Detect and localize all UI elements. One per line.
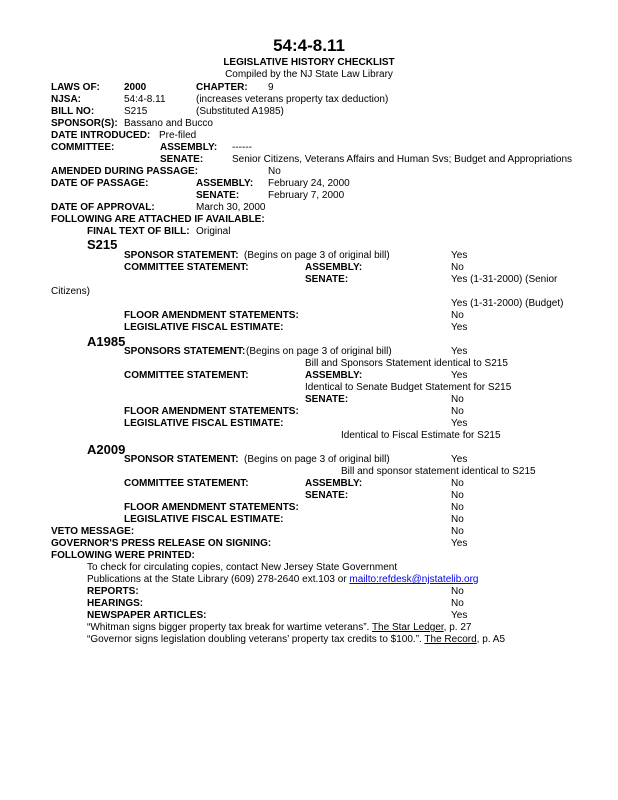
date-introduced-value: Pre-filed [159, 130, 197, 141]
a1985-sponsor-subnote: Bill and Sponsors Statement identical to S215 [305, 358, 508, 369]
committee-senate-value: Senior Citizens, Veterans Affairs and Human Svs; Budget and Appropriations [232, 154, 573, 165]
a1985-assembly-subnote: Identical to Senate Budget Statement for S215 [305, 382, 512, 393]
laws-of-label: LAWS OF: [51, 82, 100, 93]
veto-value: No [451, 526, 464, 537]
a2009-senate-value: No [451, 490, 464, 501]
article-2-source: The Record [424, 634, 477, 645]
s215-fiscal-value: Yes [451, 322, 468, 333]
chapter-value: 9 [268, 82, 274, 93]
njsa-description: (increases veterans property tax deduction) [196, 94, 389, 105]
s215-sponsor-note: (Begins on page 3 of original bill) [244, 250, 390, 261]
email-link[interactable]: mailto:refdesk@njstatelib.org [349, 574, 479, 585]
reports-label: REPORTS: [87, 586, 139, 597]
amended-label: AMENDED DURING PASSAGE: [51, 166, 199, 177]
reports-value: No [451, 586, 464, 597]
article-2-title: “Governor signs legislation doubling veterans’ property tax credits to $100.”. [87, 634, 422, 645]
article-1-title: “Whitman signs bigger property tax break for wartime veterans”. [87, 622, 370, 633]
a2009-assembly-label: ASSEMBLY: [305, 478, 363, 489]
article-2 [87, 634, 505, 646]
a2009-floor-label: FLOOR AMENDMENT STATEMENTS: [124, 502, 299, 513]
amended-value: No [268, 166, 281, 177]
s215-fiscal-label: LEGISLATIVE FISCAL ESTIMATE: [124, 322, 284, 333]
a1985-committee-label: COMMITTEE STATEMENT: [124, 370, 249, 381]
final-text-label: FINAL TEXT OF BILL: [87, 226, 190, 237]
check-copies-text: Publications at the State Library (609) 278-2640 ext.103 or [87, 574, 347, 585]
sponsors-value: Bassano and Bucco [124, 118, 213, 129]
s215-senate-value: Yes (1-31-2000) (Senior [451, 274, 558, 285]
s215-assembly-label: ASSEMBLY: [305, 262, 363, 273]
check-copies-line-2 [87, 574, 479, 586]
following-printed-heading: FOLLOWING WERE PRINTED: [51, 550, 195, 561]
check-copies-line-1: To check for circulating copies, contact New Jersey State Government [87, 562, 398, 573]
njsa-value: 54:4-8.11 [124, 94, 166, 105]
a2009-senate-label: SENATE: [305, 490, 349, 501]
s215-sponsor-label: SPONSOR STATEMENT: [124, 250, 239, 261]
section-heading-a2009: A2009 [87, 442, 126, 457]
a2009-sponsor-note: (Begins on page 3 of original bill) [244, 454, 390, 465]
committee-senate-label: SENATE: [160, 154, 204, 165]
compiled-by: Compiled by the NJ State Law Library [225, 69, 393, 80]
a1985-fiscal-value: Yes [451, 418, 468, 429]
page-title: 54:4-8.11 [273, 36, 345, 55]
bill-no-value: S215 [124, 106, 148, 117]
date-approval-value: March 30, 2000 [196, 202, 266, 213]
passage-assembly-value: February 24, 2000 [268, 178, 350, 189]
date-introduced-label: DATE INTRODUCED: [51, 130, 151, 141]
a2009-assembly-value: No [451, 478, 464, 489]
a1985-senate-value: No [451, 394, 464, 405]
a1985-senate-label: SENATE: [305, 394, 349, 405]
a1985-assembly-label: ASSEMBLY: [305, 370, 363, 381]
date-approval-label: DATE OF APPROVAL: [51, 202, 155, 213]
a2009-fiscal-label: LEGISLATIVE FISCAL ESTIMATE: [124, 514, 284, 525]
a2009-sponsor-subnote: Bill and sponsor statement identical to S215 [341, 466, 536, 477]
final-text-value: Original [196, 226, 231, 237]
committee-assembly-label: ASSEMBLY: [160, 142, 218, 153]
a2009-fiscal-value: No [451, 514, 464, 525]
a1985-fiscal-label: LEGISLATIVE FISCAL ESTIMATE: [124, 418, 284, 429]
laws-of-value: 2000 [124, 82, 147, 93]
committee-label: COMMITTEE: [51, 142, 115, 153]
s215-senate-label: SENATE: [305, 274, 349, 285]
a1985-fiscal-subnote: Identical to Fiscal Estimate for S215 [341, 430, 501, 441]
s215-sponsor-value: Yes [451, 250, 468, 261]
njsa-label: NJSA: [51, 94, 82, 105]
bill-no-description: (Substituted A1985) [196, 106, 284, 117]
s215-floor-label: FLOOR AMENDMENT STATEMENTS: [124, 310, 299, 321]
veto-label: VETO MESSAGE: [51, 526, 135, 537]
a2009-sponsor-value: Yes [451, 454, 468, 465]
passage-senate-value: February 7, 2000 [268, 190, 345, 201]
sponsors-label: SPONSOR(S): [51, 118, 118, 129]
a1985-floor-value: No [451, 406, 464, 417]
section-heading-a1985: A1985 [87, 334, 126, 349]
article-1 [87, 622, 471, 634]
a2009-floor-value: No [451, 502, 464, 513]
chapter-label: CHAPTER: [196, 82, 248, 93]
s215-assembly-value: No [451, 262, 464, 273]
article-2-page: , p. A5 [476, 634, 506, 645]
page-subtitle: LEGISLATIVE HISTORY CHECKLIST [223, 57, 395, 68]
a2009-sponsor-label: SPONSOR STATEMENT: [124, 454, 239, 465]
a1985-sponsor-note: (Begins on page 3 of original bill) [246, 346, 392, 357]
article-1-source: The Star Ledger [371, 622, 444, 633]
committee-assembly-value: ------ [232, 142, 252, 153]
bill-no-label: BILL NO: [51, 106, 95, 117]
press-release-value: Yes [451, 538, 468, 549]
date-passage-label: DATE OF PASSAGE: [51, 178, 149, 189]
s215-senate-value-2: Yes (1-31-2000) (Budget) [451, 298, 564, 309]
a1985-assembly-value: Yes [451, 370, 468, 381]
newspaper-label: NEWSPAPER ARTICLES: [87, 610, 207, 621]
hearings-label: HEARINGS: [87, 598, 144, 609]
s215-senate-value-continued: Citizens) [51, 286, 90, 297]
press-release-label: GOVERNOR'S PRESS RELEASE ON SIGNING: [51, 538, 272, 549]
passage-assembly-label: ASSEMBLY: [196, 178, 254, 189]
s215-floor-value: No [451, 310, 464, 321]
hearings-value: No [451, 598, 464, 609]
following-attached-heading: FOLLOWING ARE ATTACHED IF AVAILABLE: [51, 214, 265, 225]
article-1-page: , p. 27 [443, 622, 472, 633]
section-heading-s215: S215 [87, 237, 118, 252]
s215-committee-label: COMMITTEE STATEMENT: [124, 262, 249, 273]
a1985-sponsor-label: SPONSORS STATEMENT: [124, 346, 246, 357]
passage-senate-label: SENATE: [196, 190, 240, 201]
newspaper-value: Yes [451, 610, 468, 621]
a1985-sponsor-value: Yes [451, 346, 468, 357]
a1985-floor-label: FLOOR AMENDMENT STATEMENTS: [124, 406, 299, 417]
a2009-committee-label: COMMITTEE STATEMENT: [124, 478, 249, 489]
